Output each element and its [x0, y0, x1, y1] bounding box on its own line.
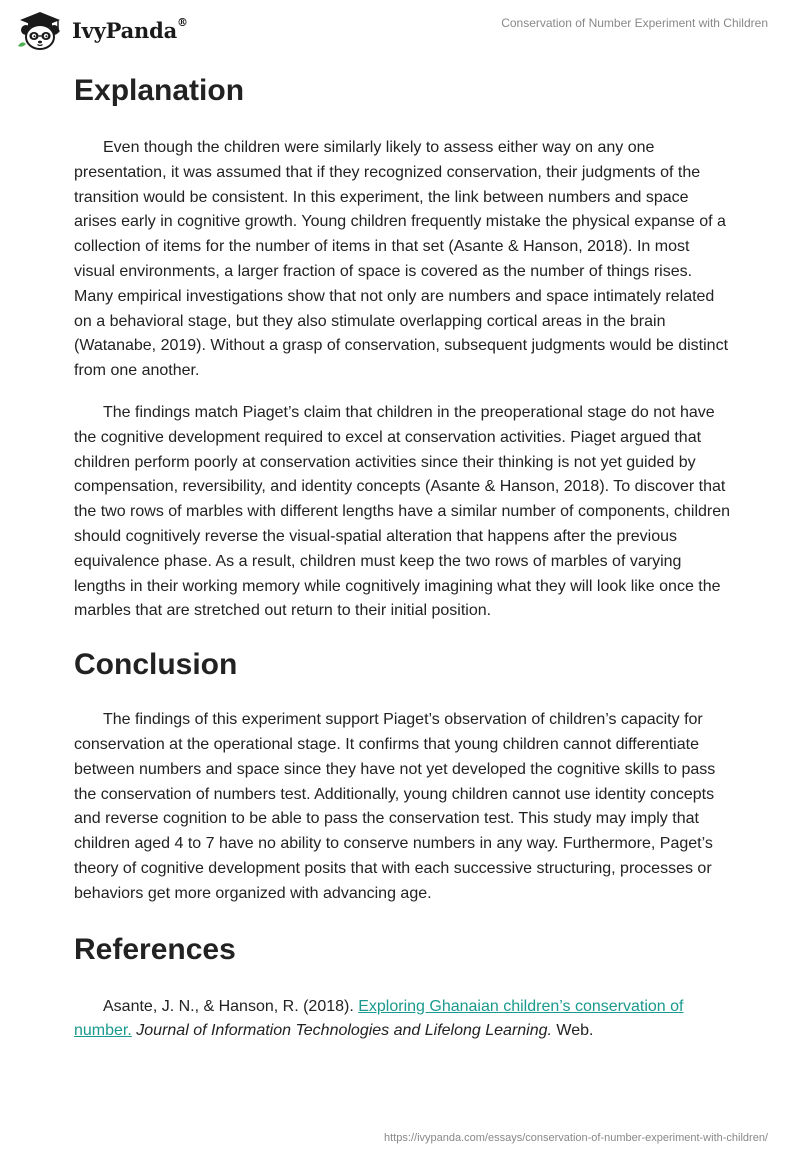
explanation-section: [74, 66, 734, 624]
references-section: [74, 925, 734, 1045]
explanation-heading: Explanation: [74, 74, 245, 107]
reference-journal: Journal of Information Technologies and Lifelong Learning.: [136, 1022, 552, 1040]
essay-content: [74, 66, 734, 1044]
footer-url: https://ivypanda.com/essays/conservation-of-number-experiment-with-children/: [384, 1132, 768, 1144]
references-heading: References: [74, 932, 236, 966]
registered-mark: ®: [177, 15, 188, 29]
conclusion-paragraph: The findings of this experiment support Piaget’s observation of children’s capacity for conservation at the operational stage. It confirms that young children cannot differentiate between numbers and space since they have not yet developed the cognitive skills to pass the conservation of numbers test. Additionally, young children cannot use identity concepts and reverse cognition to be able to pass the conservation test. This study may imply that children aged 4 to 7 have no ability to conserve numbers in any way. Furthermore, Paget’s theory of cognitive development posits that with each successive structuring, processes or behaviors get more organized with advancing age.: [74, 711, 716, 902]
reference-entry: [74, 995, 734, 1045]
panda-graduation-cap-icon: [14, 8, 66, 52]
brand-name: IvyPanda®: [72, 15, 188, 43]
page-header: [0, 0, 800, 56]
document-title: Conservation of Number Experiment with Children: [501, 16, 768, 30]
explanation-paragraph: Even though the children were similarly likely to assess either way on any one presentation, it was assumed that if they recognized conservation, their judgments of the transition would be consistent. In this experiment, the link between numbers and space arises early in cognitive growth. Young children frequently mistake the physical expanse of a collection of items for the number of items in that set (Asante & Hanson, 2018). In most visual environments, a larger fraction of space is covered as the number of things rises. Many empirical investigations show that not only are numbers and space intimately related on a behavioral stage, but they also stimulate overlapping cortical areas in the brain (Watanabe, 2019). Without a grasp of conservation, subsequent judgments would be distinct from one another.: [74, 139, 729, 380]
reference-authors: Asante, J. N., & Hanson, R. (2018).: [103, 997, 359, 1015]
reference-title-link[interactable]: Exploring Ghanaian children’s conservation of number.: [74, 997, 684, 1040]
reference-suffix: Web.: [551, 1022, 594, 1040]
explanation-paragraph: The findings match Piaget’s claim that children in the preoperational stage do not have the cognitive development required to excel at conservation activities. Piaget argued that children perform poorly at conservation activities since their thinking is not yet guided by compensation, reversibility, and identity concepts (Asante & Hanson, 2018). To discover that the two rows of marbles with different lengths have a similar number of components, children should cognitively reverse the visual-spatial alteration that happens after the previous equivalence phase. As a result, children must keep the two rows of marbles of varying lengths in their working memory while cognitively imagining what they will look like once the marbles that are stretched out return to their initial position.: [74, 403, 731, 620]
brand-logo[interactable]: [14, 8, 188, 52]
conclusion-heading: Conclusion: [74, 648, 238, 682]
conclusion-section: [74, 640, 734, 906]
